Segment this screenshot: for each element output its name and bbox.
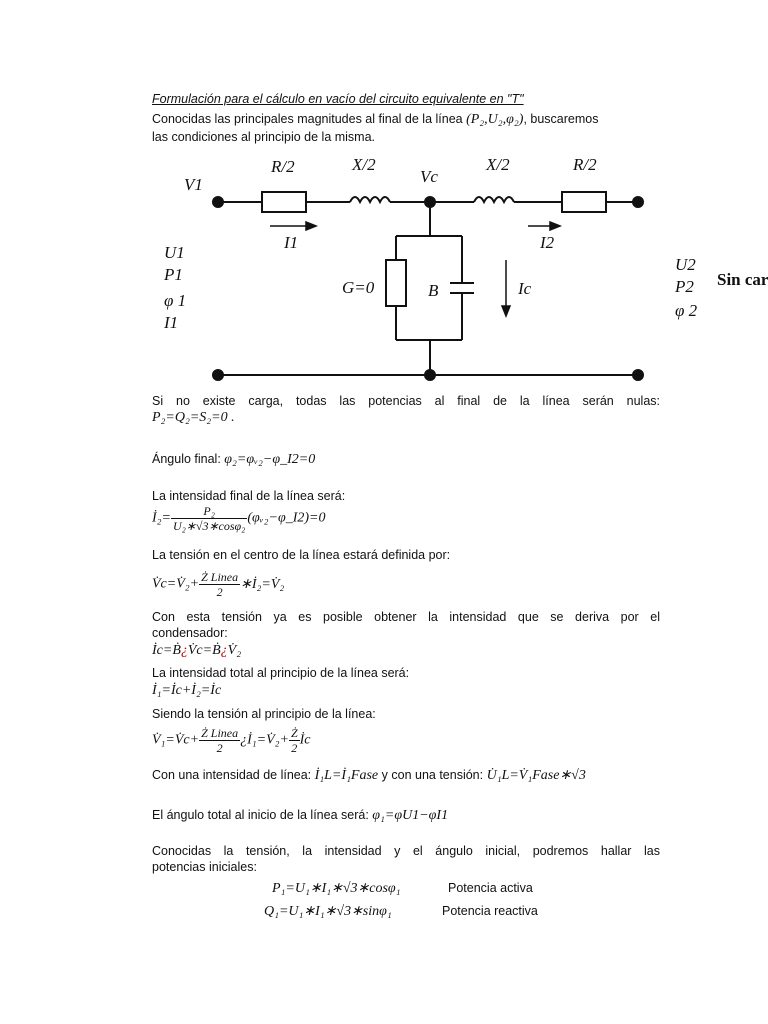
label-vc: Vc — [420, 167, 438, 186]
i2-tail: (φᵥ₂−φ_I2)=0 — [247, 510, 326, 526]
resistor-left — [262, 192, 306, 212]
v1-tail: İc — [299, 732, 311, 748]
right-var-p2: P2 — [675, 277, 694, 296]
intro-text-b: , buscaremos — [523, 112, 599, 126]
arrow-i1-head — [306, 222, 316, 230]
right-var-phi2: φ 2 — [675, 301, 698, 320]
ic-part-a: İc=Ḃ — [152, 643, 181, 658]
node-top-right — [632, 196, 644, 208]
arrow-ic-head — [502, 306, 510, 316]
vc-equation — [152, 570, 284, 599]
total-angle-label: El ángulo total al inicio de la línea será: — [152, 808, 369, 822]
center-voltage-label: La tensión en el centro de la línea estará definida por: — [152, 548, 451, 562]
ic-part-c: V̇c=Ḃ — [187, 643, 221, 658]
arrow-i2-head — [550, 222, 560, 230]
vc-denominator: 2 — [216, 585, 223, 599]
total-intensity-label: La intensidad total al principio de la línea será: — [152, 666, 410, 680]
total-angle-row — [152, 808, 660, 823]
active-power-label: Potencia activa — [448, 881, 533, 895]
line-voltage-equation: U̇₁L=V̇₁Fase∗√3 — [486, 768, 586, 783]
known-values-line-1: Conocidas la tensión, la intensidad y el ángulo inicial, podremos hallar las — [152, 844, 660, 858]
ic-equation — [152, 643, 241, 659]
intro-text-a: Conocidas las principales magnitudes al final de la línea — [152, 112, 463, 126]
left-var-phi1: φ 1 — [164, 291, 187, 310]
reactive-power-label: Potencia reactiva — [442, 904, 538, 918]
label-r-left: R/2 — [271, 157, 295, 176]
v1-numerator-1: Ż Linea — [201, 726, 239, 740]
ic-marker-1: ¿ — [180, 643, 188, 658]
no-load-equation: P₂=Q₂=S₂=0 . — [152, 410, 235, 425]
known-values-line-2: potencias iniciales: — [152, 860, 257, 874]
vc-numerator: Ż Linea — [201, 570, 239, 584]
v1-fraction-1 — [199, 726, 240, 755]
line-intensity-equation: İ₁L=İ₁Fase — [314, 768, 379, 783]
label-r-right: R/2 — [573, 155, 597, 174]
v1-fraction-2 — [289, 726, 300, 755]
capacitor-line-2: condensador: — [152, 626, 228, 640]
v1-denominator-2: 2 — [291, 741, 298, 755]
i2-equation — [152, 504, 325, 533]
reactive-power-formula: Q₁=U₁∗I₁∗√3∗sinφ₁ — [264, 904, 392, 919]
no-load-line: Si no existe carga, todas las potencias al final de la línea serán nulas: — [152, 394, 660, 408]
final-angle-row — [152, 452, 660, 467]
capacitor-line-1: Con esta tensión ya es posible obtener la intensidad que se deriva por el — [152, 610, 660, 624]
section-heading: Formulación para el cálculo en vacío del circuito equivalente en "T" — [152, 92, 524, 106]
i2-lhs: İ₂= — [152, 510, 171, 526]
v1-mid: ¿İ₁=V̇₂+ — [240, 732, 289, 748]
total-angle-equation: φ₁=φU1−φI1 — [372, 808, 449, 823]
label-i2: I2 — [540, 233, 555, 252]
label-x-left: X/2 — [352, 155, 376, 174]
inductor-right — [474, 197, 514, 202]
i1-equation: İ₁=İc+İ₂=İc — [152, 683, 222, 698]
intro-line-1 — [152, 112, 660, 127]
label-b: B — [428, 281, 439, 300]
node-top-left — [212, 196, 224, 208]
t-equivalent-circuit — [0, 150, 768, 400]
v1-lhs: V̇₁=V̇c+ — [152, 732, 200, 748]
right-var-u2: U2 — [675, 255, 696, 274]
i2-fraction — [171, 504, 247, 533]
i2-denominator: U₂∗√3∗cosφ₂ — [172, 519, 246, 533]
side-label-sin-carga: Sin car — [717, 270, 768, 289]
line-intensity-label: Con una intensidad de línea: — [152, 768, 312, 782]
vc-fraction — [199, 570, 240, 599]
node-bottom-center — [424, 369, 436, 381]
final-intensity-label: La intensidad final de la línea será: — [152, 489, 346, 503]
v1-denominator-1: 2 — [216, 741, 223, 755]
inductor-left — [350, 197, 390, 202]
label-x-right: X/2 — [486, 155, 510, 174]
label-ic: Ic — [518, 279, 532, 298]
v1-numerator-2: Ż — [290, 726, 298, 740]
vc-lhs: V̇c=V̇₂+ — [152, 576, 200, 592]
ic-part-e: V̇₂ — [227, 643, 242, 658]
final-angle-label: Ángulo final: — [152, 452, 221, 466]
vc-tail: ∗İ₂=V̇₂ — [240, 577, 285, 592]
intro-params: (P₂,U₂,φ₂) — [466, 112, 524, 127]
node-bottom-left — [212, 369, 224, 381]
node-top-center — [424, 196, 436, 208]
v1-equation — [152, 726, 311, 755]
line-voltage-label: y con una tensión: — [381, 768, 484, 782]
start-voltage-label: Siendo la tensión al principio de la línea: — [152, 707, 376, 721]
label-i1: I1 — [284, 233, 299, 252]
intro-line-2: las condiciones al principio de la misma. — [152, 130, 376, 144]
active-power-formula: P₁=U₁∗I₁∗√3∗cosφ₁ — [272, 881, 401, 896]
conductance-g — [386, 260, 406, 306]
line-quantities-row — [152, 768, 660, 783]
left-var-i1: I1 — [164, 313, 179, 332]
left-var-p1: P1 — [164, 265, 183, 284]
i2-numerator: P₂ — [171, 504, 247, 519]
ic-marker-2: ¿ — [220, 643, 228, 658]
left-var-u1: U1 — [164, 243, 185, 262]
resistor-right — [562, 192, 606, 212]
final-angle-equation: φ₂=φᵥ₂−φ_I2=0 — [224, 452, 316, 467]
node-bottom-right — [632, 369, 644, 381]
label-g: G=0 — [342, 278, 375, 297]
label-v1: V1 — [184, 175, 203, 194]
